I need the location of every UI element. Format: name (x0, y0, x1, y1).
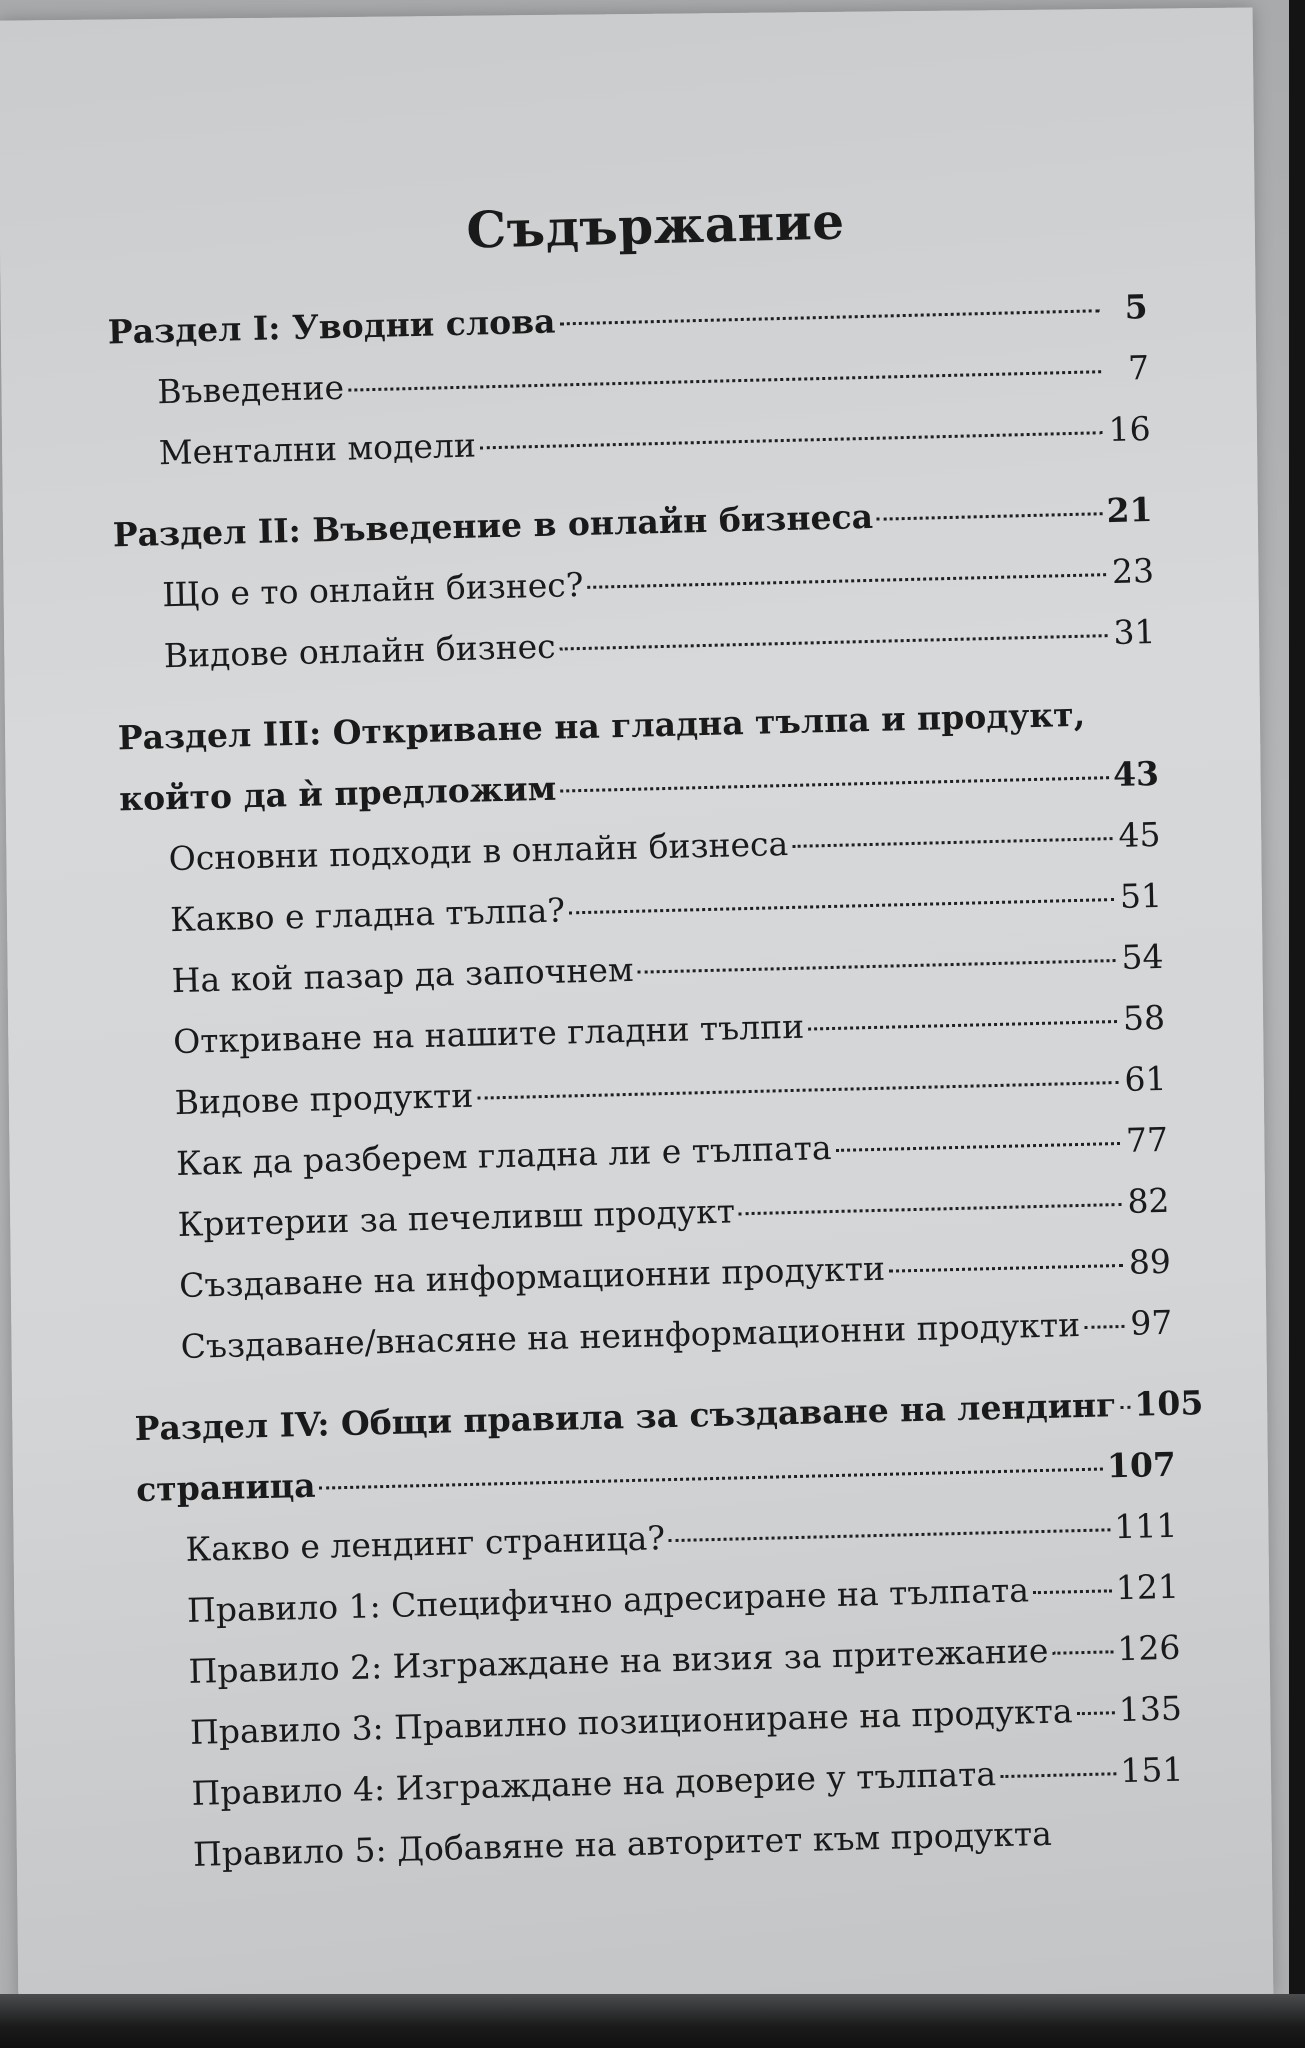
dot-leader (1052, 1650, 1113, 1654)
dot-leader (320, 1467, 1104, 1489)
toc-page-number: 45 (1117, 814, 1161, 855)
dot-leader (1077, 1711, 1115, 1715)
toc-page-number: 5 (1124, 287, 1149, 327)
toc-page-number: 7 (1127, 348, 1150, 388)
dot-leader (669, 1528, 1110, 1542)
dot-leader (560, 634, 1108, 650)
toc-entry-label: Видове продукти (174, 1075, 474, 1123)
toc-section-4 (134, 1383, 1204, 1897)
toc-page-number: 31 (1113, 611, 1156, 652)
toc-entry-label: Що е то онлайн бизнес? (161, 564, 584, 615)
toc-entry-label: Правило 5: Добавяне на авторитет към продукта (192, 1813, 1053, 1874)
toc-entry-label: Как да разберем гладна ли е тълпата (175, 1128, 833, 1184)
dot-leader (877, 512, 1103, 521)
toc-page-number: 105 (1133, 1383, 1204, 1424)
toc-page-number: 135 (1118, 1688, 1183, 1730)
book-page (0, 7, 1273, 2010)
toc-entry-label: Въведение (156, 367, 345, 412)
dot-leader (638, 959, 1116, 974)
toc-page-number: 21 (1106, 490, 1153, 531)
toc-section-1 (107, 287, 1151, 495)
toc-entry-label: Какво е лендинг страница? (185, 1518, 666, 1569)
dot-leader (569, 898, 1114, 914)
toc-section-label-line1: Раздел IV: Общи правила за създаване на лендинг (134, 1385, 1117, 1449)
toc-section-label: Раздел II: Въведение в онлайн бизнеса (112, 496, 874, 555)
page-title: Съдържание (465, 191, 846, 260)
toc-page-number: 23 (1111, 550, 1155, 592)
toc-entry-label: Правило 3: Правилно позициониране на продукта (189, 1691, 1074, 1752)
toc-section-label-line1: Раздел III: Откриване на гладна тълпа и продукт, (117, 694, 1086, 758)
dot-leader (480, 431, 1103, 449)
dot-leader (587, 573, 1106, 589)
toc-entry-label: Правило 1: Специфично адресиране на тълпата (186, 1570, 1030, 1630)
toc-page-number: 151 (1119, 1749, 1184, 1791)
toc-entry-label: Създаване/внасяне на неинформационни продукти (180, 1305, 1081, 1366)
toc-section-2 (112, 490, 1156, 698)
table-of-contents (104, 164, 1204, 1897)
dot-leader (836, 1142, 1120, 1152)
dot-leader (808, 1020, 1117, 1031)
toc-page-number: 54 (1120, 936, 1164, 977)
toc-entry-label: Критерии за печеливш продукт (177, 1191, 736, 1245)
toc-page-number: 16 (1108, 409, 1152, 450)
toc-section-label-line2: който да ѝ предложим (118, 768, 557, 819)
toc-entry-label: Основни подходи в онлайн бизнеса (168, 824, 789, 879)
toc-page-number: 82 (1126, 1180, 1170, 1221)
dot-leader (792, 837, 1112, 848)
dot-leader (348, 370, 1101, 391)
toc-page-number: 107 (1106, 1444, 1177, 1486)
dot-leader (559, 309, 1099, 325)
toc-entry-label: Откриване на нашите гладни тълпи (172, 1006, 805, 1062)
dot-leader (1033, 1589, 1112, 1594)
toc-entry-label: Създаване на информационни продукти (178, 1248, 886, 1306)
book-edge-right (1289, 0, 1305, 2048)
toc-page-number: 121 (1115, 1566, 1180, 1608)
toc-entry-label: На кой пазар да започнем (171, 949, 634, 1001)
dot-leader (1084, 1325, 1124, 1329)
dot-leader (1120, 1406, 1130, 1409)
toc-section-label-line2: страница (135, 1465, 316, 1510)
dot-leader (560, 776, 1109, 792)
toc-page-number: 61 (1123, 1058, 1167, 1099)
toc-entry-label: Правило 4: Изграждане на доверие у тълпата (191, 1754, 997, 1813)
toc-page-number: 58 (1122, 997, 1166, 1038)
toc-page-number: 97 (1129, 1302, 1173, 1343)
toc-page-number: 43 (1112, 753, 1160, 795)
toc-entry-label: Какво е гладна тълпа? (169, 890, 566, 940)
toc-section-label: Раздел I: Уводни слова (107, 301, 556, 352)
dot-leader (889, 1264, 1123, 1273)
toc-entry-label: Ментални модели (158, 425, 477, 473)
dot-leader (1000, 1772, 1116, 1778)
book-edge-bottom (0, 1994, 1305, 2048)
toc-page-number: 77 (1125, 1119, 1169, 1160)
toc-page-number: 126 (1116, 1627, 1181, 1669)
toc-section-3 (117, 693, 1173, 1389)
dot-leader (739, 1203, 1122, 1215)
toc-entry-label: Видове онлайн бизнес (163, 626, 557, 676)
toc-page-number: 89 (1128, 1241, 1172, 1282)
dot-leader (477, 1081, 1118, 1100)
toc-page-number: 111 (1113, 1505, 1178, 1547)
toc-entry-label: Правило 2: Изграждане на визия за притежание (188, 1630, 1049, 1691)
toc-page-number: 51 (1119, 875, 1163, 916)
